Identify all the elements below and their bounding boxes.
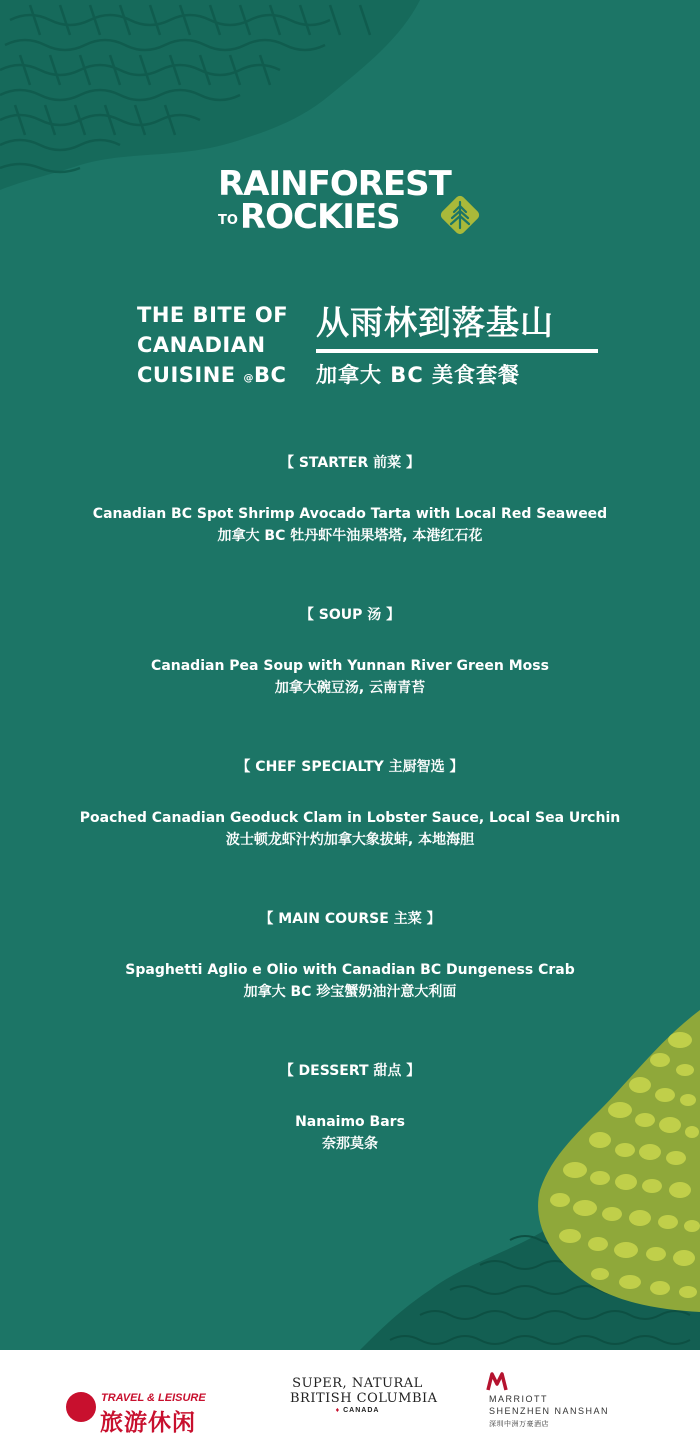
dish-name-cn: 加拿大 BC 珍宝蟹奶油汁意大利面 bbox=[243, 984, 457, 1000]
title-en-at: @ bbox=[243, 373, 254, 384]
dish-name-cn: 加拿大 BC 牡丹虾牛油果塔塔, 本港红石花 bbox=[217, 528, 483, 544]
marriott-line-1: MARRIOTT bbox=[489, 1394, 548, 1404]
course-heading: 【 CHEF SPECIALTY 主厨智选 】 bbox=[236, 759, 464, 775]
title-divider bbox=[316, 349, 598, 353]
title-en-line-3 bbox=[137, 360, 299, 394]
course-chef-specialty bbox=[0, 757, 700, 851]
course-dessert bbox=[0, 1061, 700, 1155]
dish-name-en: Nanaimo Bars bbox=[295, 1114, 405, 1130]
logo-to: TO bbox=[218, 213, 238, 228]
course-starter bbox=[0, 453, 700, 547]
sn-canada: CANADA bbox=[343, 1407, 380, 1414]
dish-name-cn: 奈那莫条 bbox=[322, 1136, 378, 1152]
super-natural-bc-logo bbox=[290, 1376, 438, 1416]
title-cn-sub: 加拿大 BC 美食套餐 bbox=[316, 363, 521, 387]
title-en-bc: BC bbox=[253, 363, 287, 387]
sn-line-3 bbox=[290, 1406, 425, 1416]
title-en-cuisine: CUISINE bbox=[137, 363, 236, 387]
logo-rockies: ROCKIES bbox=[239, 197, 400, 237]
course-heading: 【 STARTER 前菜 】 bbox=[279, 455, 421, 471]
marriott-logo bbox=[486, 1370, 626, 1440]
dish-name-en: Canadian BC Spot Shrimp Avocado Tarta with Local Red Seaweed bbox=[92, 506, 608, 522]
travel-leisure-logo bbox=[66, 1374, 216, 1434]
dish-name-cn: 加拿大碗豆汤, 云南青苔 bbox=[274, 680, 426, 696]
rainforest-to-rockies-logo bbox=[218, 164, 483, 244]
dish-name-cn: 波士顿龙虾汁灼加拿大象拔蚌, 本地海胆 bbox=[225, 832, 475, 848]
pine-tree-icon bbox=[439, 194, 481, 236]
marriott-line-3: 深圳中洲万豪酒店 bbox=[489, 1420, 549, 1428]
dish-name-en: Canadian Pea Soup with Yunnan River Green Moss bbox=[151, 658, 549, 674]
travel-leisure-cn: 旅游休闲 bbox=[100, 1410, 196, 1436]
title-en-line-1: THE BITE OF bbox=[137, 303, 289, 327]
marriott-line-2: SHENZHEN NANSHAN bbox=[489, 1406, 610, 1416]
dish-name-en: Poached Canadian Geoduck Clam in Lobster Sauce, Local Sea Urchin bbox=[79, 810, 621, 826]
logo-line-1: RAINFOREST bbox=[218, 164, 451, 204]
sn-line-2: BRITISH COLUMBIA bbox=[290, 1391, 438, 1406]
logo-line-2 bbox=[218, 197, 400, 237]
title-english bbox=[137, 300, 299, 394]
course-soup bbox=[0, 605, 700, 699]
course-heading: 【 DESSERT 甜点 】 bbox=[279, 1063, 421, 1079]
travel-leisure-emblem-icon bbox=[66, 1392, 96, 1422]
course-heading: 【 SOUP 汤 】 bbox=[299, 607, 401, 623]
travel-leisure-en: TRAVEL & LEISURE bbox=[101, 1392, 206, 1404]
title-cn-main: 从雨林到落基山 bbox=[316, 303, 554, 342]
course-main bbox=[0, 909, 700, 1003]
course-heading: 【 MAIN COURSE 主菜 】 bbox=[259, 911, 441, 927]
sponsor-footer bbox=[0, 1350, 700, 1452]
sn-line-1: SUPER, NATURAL bbox=[292, 1376, 423, 1391]
marriott-m-icon bbox=[486, 1370, 508, 1392]
title-en-line-2: CANADIAN bbox=[137, 333, 266, 357]
maple-leaf-icon: ♦ bbox=[335, 1407, 341, 1414]
dish-name-en: Spaghetti Aglio e Olio with Canadian BC Dungeness Crab bbox=[125, 962, 575, 978]
title-chinese bbox=[316, 300, 601, 392]
